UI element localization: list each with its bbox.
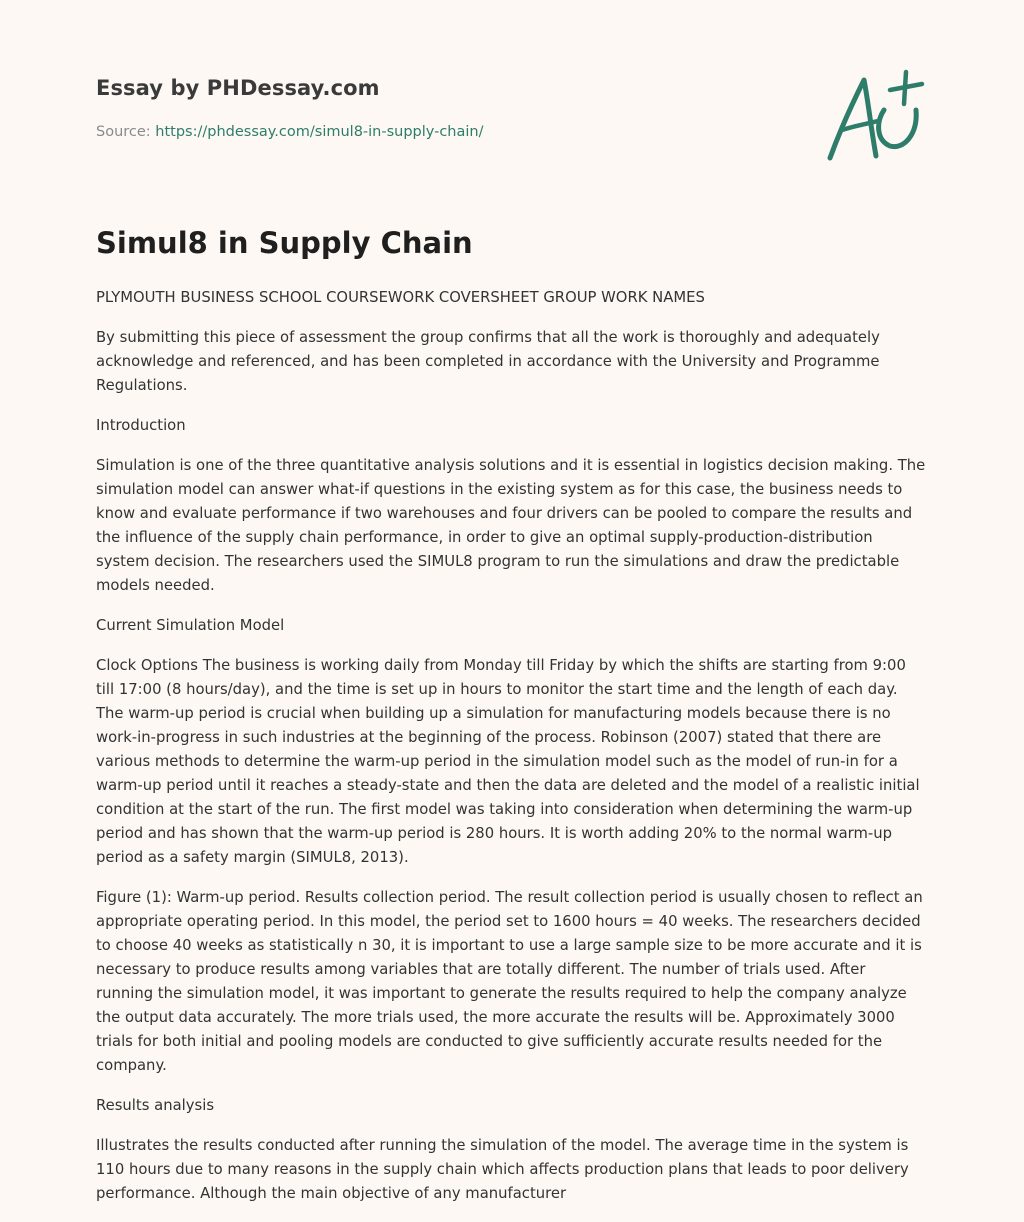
- heading-introduction: Introduction: [96, 417, 186, 434]
- source-label: Source:: [96, 124, 151, 140]
- essay-title: Simul8 in Supply Chain: [96, 226, 473, 260]
- source-link[interactable]: https://phdessay.com/simul8-in-supply-chain/: [155, 124, 484, 140]
- paragraph-warm-up: Figure (1): Warm-up period. Results collection period. The result collection period is usually chosen to reflect an appropriate operating period. In this model, the period set to 1600 hours = 40 weeks. The researchers decided to choose 40 weeks as statistically n 30, it is important to use a large sample size to be more accurate and it is necessary to produce results among variables that are totally different. The number of trials used. After running the simulation model, it was important to generate the results required to help the company analyze the output data accurately. The more trials used, the more accurate the results will be. Approximately 3000 trials for both initial and pooling models are conducted to give sufficiently accurate results needed for the company.: [96, 889, 923, 1074]
- heading-current-model: Current Simulation Model: [96, 617, 285, 634]
- paragraph-declaration: By submitting this piece of assessment the group confirms that all the work is thoroughly and adequately acknowledge and referenced, and has been completed in accordance with the University and Programme Regulations.: [96, 329, 880, 394]
- a-plus-logo-icon: [818, 66, 930, 166]
- source-line: [96, 124, 484, 140]
- essay-body: [96, 286, 926, 1222]
- paragraph-coversheet: PLYMOUTH BUSINESS SCHOOL COURSEWORK COVERSHEET GROUP WORK NAMES: [96, 289, 705, 306]
- paragraph-results: Illustrates the results conducted after running the simulation of the model. The average time in the system is 110 hours due to many reasons in the supply chain which affects production plans that leads to poor delivery performance. Although the main objective of any manufacturer: [96, 1137, 909, 1202]
- site-brand: Essay by PHDessay.com: [96, 76, 380, 100]
- heading-results-analysis: Results analysis: [96, 1097, 215, 1114]
- paragraph-introduction: Simulation is one of the three quantitative analysis solutions and it is essential in logistics decision making. The simulation model can answer what-if questions in the existing system as for this case, the business needs to know and evaluate performance if two warehouses and four drivers can be pooled to compare the results and the influence of the supply chain performance, in order to give an optimal supply-production-distribution system decision. The researchers used the SIMUL8 program to run the simulations and draw the predictable models needed.: [96, 457, 926, 594]
- paragraph-clock-options: Clock Options The business is working daily from Monday till Friday by which the shifts are starting from 9:00 till 17:00 (8 hours/day), and the time is set up in hours to monitor the start time and the length of each day. The warm-up period is crucial when building up a simulation for manufacturing models because there is no work-in-progress in such industries at the beginning of the process. Robinson (2007) stated that there are various methods to determine the warm-up period in the simulation model such as the model of run-in for a warm-up period until it reaches a steady-state and then the data are deleted and the model of a realistic initial condition at the start of the run. The first model was taking into consideration when determining the warm-up period and has shown that the warm-up period is 280 hours. It is worth adding 20% to the normal warm-up period as a safety margin (SIMUL8, 2013).: [96, 657, 920, 866]
